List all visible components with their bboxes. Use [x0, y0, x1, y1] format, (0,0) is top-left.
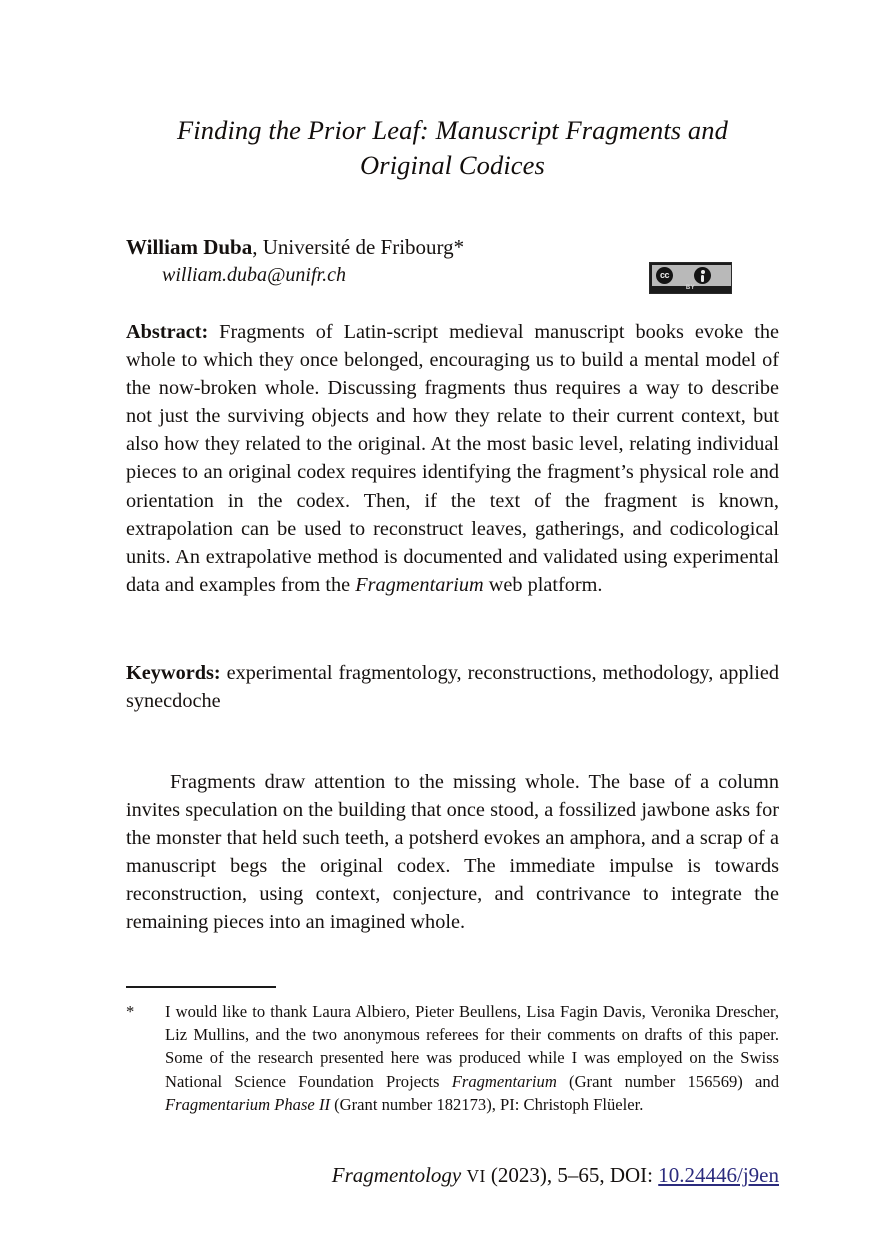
abstract-label: Abstract: — [126, 321, 209, 343]
keywords-label: Keywords: — [126, 662, 221, 684]
abstract-platform-name: Fragmentarium — [355, 573, 484, 596]
footnote-project-2: Fragmentarium Phase II — [165, 1094, 330, 1114]
year-and-pages: (2023), 5–65, DOI: — [485, 1163, 659, 1187]
person-head — [701, 270, 705, 274]
footer-citation — [126, 1160, 779, 1191]
volume-number: VI — [466, 1166, 486, 1186]
keywords-section — [126, 659, 779, 715]
abstract-text-part-2: web platform. — [483, 573, 603, 596]
footnote-text-part-1: I would like to thank Laura Albiero, Pieter Beullens, Lisa Fagin Davis, Veronika Drescher, Liz Mullins, and the two anonymous referees for their comments on drafts of this paper. Some of the research presented here was produced while I was employed on the Swiss National Science Foundation Projects — [165, 1002, 779, 1091]
journal-name: Fragmentology — [331, 1163, 462, 1187]
author-line — [126, 233, 779, 261]
author-affiliation: , Université de Fribourg* — [252, 235, 465, 259]
page-title — [126, 113, 779, 183]
cc-badge-top-band — [652, 265, 731, 286]
keywords-text: experimental fragmentology, reconstructions, methodology, applied synecdoche — [126, 662, 779, 713]
author-email[interactable]: william.duba@unifr.ch — [162, 264, 346, 286]
abstract-text-part-1: Fragments of Latin-script medieval manuscript books evoke the whole to which they once belonged, encouraging us to build a mental model of the now-broken whole. Discussing fragments thus requires a way to describe not just the surviving objects and how they relate to their current context, but also how they related to the original. At the most basic level, relating individual pieces to an original codex requires identifying the fragment’s physical role and orientation in the codex. Then, if the text of the fragment is known, extrapolation can be used to reconstruct leaves, gatherings, and codicological units. An extrapolative method is documented and validated using experimental data and examples from the — [126, 321, 779, 596]
person-glyph — [701, 270, 705, 274]
author-name: William Duba — [126, 235, 253, 259]
creative-commons-by-badge[interactable] — [649, 262, 732, 294]
cc-badge-by-label: BY — [685, 285, 696, 291]
title-line-1: Finding the Prior Leaf: Manuscript Fragments and — [177, 115, 728, 145]
creative-commons-icon: cc — [656, 267, 673, 284]
footnote-text-part-3: (Grant number 182173), PI: Christoph Flüeler. — [330, 1094, 644, 1114]
person-body — [701, 275, 704, 282]
footnote-separator-rule — [126, 986, 276, 988]
footnote-text-part-2: (Grant number 156569) and — [556, 1071, 779, 1091]
abstract-section — [126, 318, 779, 599]
footnote-project-1: Fragmentarium — [451, 1071, 557, 1091]
attribution-person-icon — [694, 267, 711, 284]
footnote-1 — [126, 1000, 779, 1116]
title-line-2: Original Codices — [360, 150, 545, 180]
footnote-marker: * — [126, 1002, 135, 1021]
body-paragraph-1: Fragments draw attention to the missing whole. The base of a column invites speculation on the building that once stood, a fossilized jawbone asks for the monster that held such teeth, a potsherd evokes an amphora, and a scrap of a manuscript begs the original codex. The immediate impulse is towards reconstruction, using context, conjecture, and contrivance to integrate the remaining pieces into an imagined whole. — [126, 771, 779, 934]
doi-link[interactable]: 10.24446/j9en — [658, 1163, 779, 1187]
